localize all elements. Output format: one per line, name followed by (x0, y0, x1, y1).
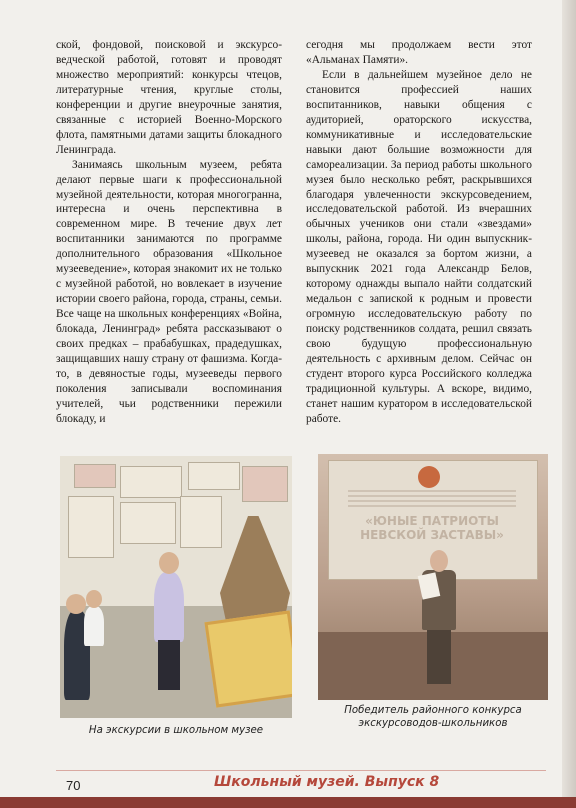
text-column-right (306, 38, 532, 427)
photo-contest-winner (318, 454, 548, 700)
photo-caption-left: На экскурсии в школьном музее (88, 725, 264, 736)
photo-caption-right: Победитель районного конкурса экскурсоводов-школьников (344, 705, 522, 729)
paragraph: Занимаясь школьным музеем, ребята делают первые шаги к профессиональной музейной деятельности, которая многогранна, интересна и очень перспективна в современном мире. В течение двух лет воспитанники занимаются по программе дополнительного образования «Школьное музееведение», которая знакомит их не только с музейной работой, но вовлекает в изучение истории своего района, города, страны, семьи. Все чаще на школьных конференциях «Война, блокада, Ленинград» ребята рассказывают о своих предках – прабабушках, прадедушках, защищавших нашу страну от фашизма. Когда-то, в девяностые годы, музееведы первого поколения записывали воспоминания учителей, чьи родственники пережили блокаду, и (56, 158, 282, 425)
emblem-icon (418, 466, 440, 488)
photo-museum-excursion (60, 456, 292, 718)
bottom-color-bar (0, 797, 576, 808)
footer-divider (56, 770, 546, 771)
text-column-left (56, 38, 282, 427)
paragraph: Если в дальнейшем музейное дело не становится профессией наших воспитанников, навыки общения с аудиторией, ораторского искусства, коммуникативные и исследовательские навыки дают большие возможности для самореализации. За период работы школьного музея было несколько ребят, раскрывшихся благодаря увлеченности экскурсоведением, исследовательской работой. Из вчерашних обычных учеников они стали «звездами» школы, района, города. Ни один выпускник-музеевед не оказался за бортом жизни, а выпускник 2021 года Александр Белов, которому однажды выпало найти солдатский медальон с запиской к родным и провести огромную исследовательскую работу по поиску родственников солдата, решил связать свою будущую профессиональную деятельность с архивным делом. Сейчас он студент второго курса Российского колледжа традиционной культуры. А вскоре, видимо, станет нашим куратором в исследовательской работе. (306, 68, 532, 425)
paragraph: сегодня мы продолжаем вести этот «Альманах Памяти». (306, 39, 532, 66)
banner-title: «ЮНЫЕ ПАТРИОТЫ НЕВСКОЙ ЗАСТАВЫ» (360, 514, 504, 542)
page-number: 70 (66, 778, 81, 793)
paragraph: ской, фондовой, поисковой и экскурсо-ведческой работой, готовят и проводят множество мероприятий: конкурсы чтецов, литературные чтения, круглые столы, конференции и другие внеурочные занятия, связанные с историей Военно-Морского флота, памятными датами защиты блокадного Ленинграда. (56, 39, 282, 156)
page-edge (562, 0, 576, 808)
journal-title: Школьный музей. Выпуск 8 (214, 774, 440, 790)
